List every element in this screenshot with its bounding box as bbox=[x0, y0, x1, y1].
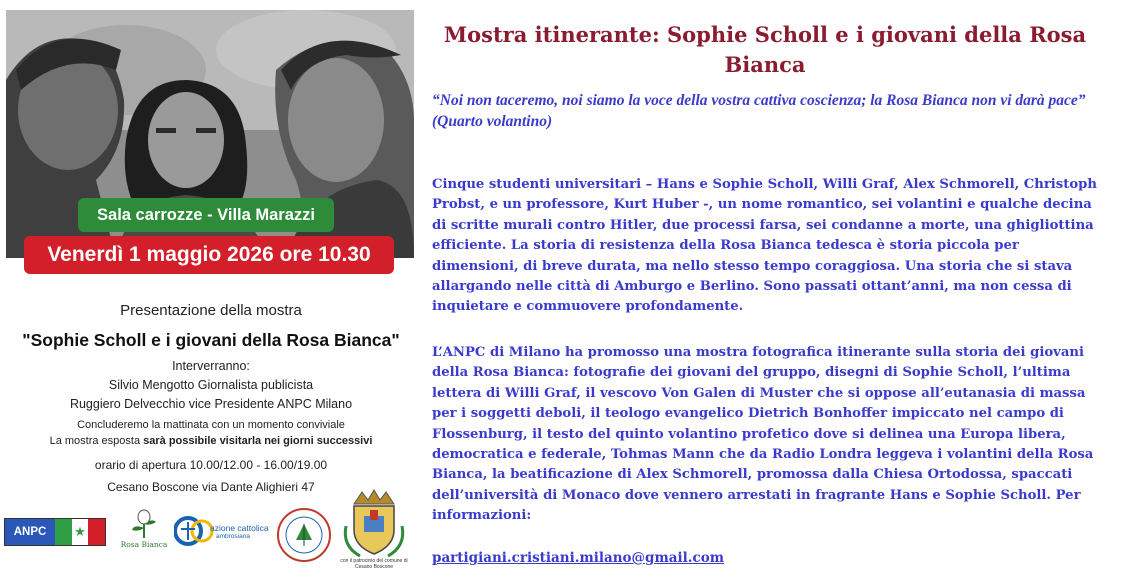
ac-label: azione cattolica bbox=[210, 523, 269, 533]
speakers-label: Interverranno: bbox=[172, 359, 250, 373]
anpc-logo bbox=[4, 518, 106, 546]
exhibit-title: "Sophie Scholl e i giovani della Rosa Bianca" bbox=[22, 330, 400, 350]
address: Cesano Boscone via Dante Alighieri 47 bbox=[107, 480, 315, 494]
visit-bold: sarà possibile visitarla nei giorni successivi bbox=[143, 435, 373, 447]
rosa-bianca-logo bbox=[118, 508, 170, 554]
rose-icon bbox=[118, 508, 170, 540]
article-paragraph-1: Cinque studenti universitari – Hans e Sophie Scholl, Willi Graf, Alex Schmorell, Christoph Probst, e un professore, Kurt Huber -, un nome romantico, sei volantini e qualche decina di scritte murali contro Hitler, due processi farsa, sei condanne a morte, una ghigliottina efficiente. La storia di resistenza della Rosa Bianca tedesca è storia piccola per dimensioni, di breve durata, ma nello stesso tempo coraggiosa. Una storia che si stava allargando nelle città di Amburgo e Berlino. Sono passati ottant’anni, ma non cessa di inquietare e commuovere profondamente. bbox=[432, 177, 1097, 315]
visit-note bbox=[6, 435, 416, 447]
ac-emblem-icon bbox=[174, 514, 214, 548]
flag-red bbox=[88, 519, 105, 545]
contact-email-link[interactable]: partigiani.cristiani.milano@gmail.com bbox=[432, 550, 724, 566]
anpc-label: ANPC bbox=[5, 519, 55, 545]
date-banner: Venerdì 1 maggio 2026 ore 10.30 bbox=[24, 236, 394, 274]
coat-of-arms-icon bbox=[340, 486, 408, 558]
visit-prefix: La mostra esposta bbox=[49, 435, 144, 447]
speaker-1: Silvio Mengotto Giornalista publicista bbox=[108, 378, 314, 392]
ac-sublabel: ambrosiana bbox=[216, 533, 250, 540]
seal-icon bbox=[270, 506, 338, 564]
presentation-label: Presentazione della mostra bbox=[120, 302, 302, 319]
azione-cattolica-logo bbox=[174, 514, 270, 548]
star-icon: ★ bbox=[72, 519, 88, 545]
flag-green bbox=[55, 519, 72, 545]
speaker-2: Ruggiero Delvecchio vice Presidente ANPC Milano bbox=[69, 397, 353, 411]
article-paragraph-2: L’ANPC di Milano ha promosso una mostra fotografica itinerante sulla storia dei giovani della Rosa Bianca: fotografie dei giovani del gruppo, disegni di Sophie Scholl, l’ultima lettera di Willi Graf, il vescovo Von Galen di Muster che si oppose all’eutanasia di massa per i soggetti deboli, il teologo evangelico Dietrich Bonhoffer impiccato nel campo di Flossenburg, il testo del quinto volantino profetico dove si delinea una Europa libera, democratica e federale, Tohmas Mann che da Radio Londra leggeva i volantini della Rosa Bianca, la beatificazione di Alex Schmorell, promossa dalla Chiesa Ortodossa, spaccati dell’università di Monaco dove vennero arrestati in fragrante Hans e Sophie Scholl. Per informazioni: bbox=[432, 345, 1094, 524]
rosa-bianca-label: Rosa Bianca bbox=[120, 540, 168, 549]
comune-cesano-logo bbox=[340, 486, 408, 576]
venue-banner: Sala carrozze - Villa Marazzi bbox=[78, 198, 334, 232]
opening-hours: orario di apertura 10.00/12.00 - 16.00/19.00 bbox=[94, 458, 328, 472]
circular-seal-logo bbox=[270, 506, 338, 564]
conclusion-note: Concluderemo la mattinata con un momento conviviale bbox=[77, 419, 345, 431]
article-quote: “Noi non taceremo, noi siamo la voce della vostra cattiva coscienza; la Rosa Bianca non vi darà pace” (Quarto volantino) bbox=[432, 92, 1086, 130]
comune-caption: con il patrocinio del comune di Cesano Boscone bbox=[340, 558, 408, 570]
article-title: Mostra itinerante: Sophie Scholl e i giovani della Rosa Bianca bbox=[443, 22, 1087, 77]
